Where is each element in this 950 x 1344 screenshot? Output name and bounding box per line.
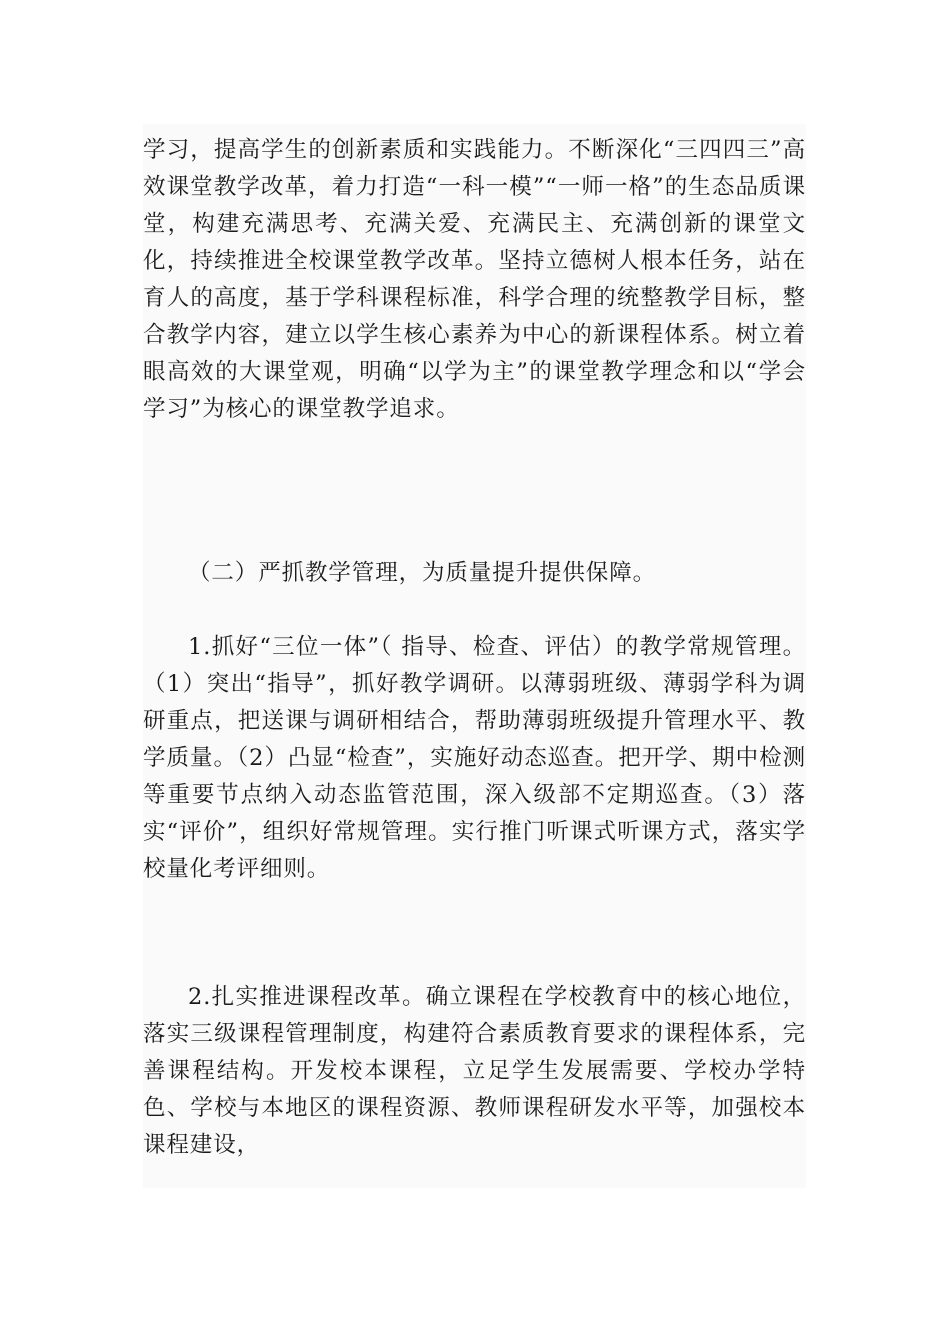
document-page — [143, 124, 806, 1188]
body-paragraph-4: 2.扎实推进课程改革。确立课程在学校教育中的核心地位，落实三级课程管理制度，构建符合素质教育要求的课程体系，完善课程结构。开发校本课程，立足学生发展需要、学校办学特色、学校与本地区的课程资源、教师课程研发水平等，加强校本课程建设， — [143, 984, 806, 1158]
section-heading: （二）严抓教学管理，为质量提升提供保障。 — [188, 560, 657, 586]
body-paragraph-1: 学习，提高学生的创新素质和实践能力。不断深化“三四四三”高效课堂教学改革，着力打造“一科一模”“一师一格”的生态品质课堂，构建充满思考、充满关爱、充满民主、充满创新的课堂文化，持续推进全校课堂教学改革。坚持立德树人根本任务，站在育人的高度，基于学科课程标准，科学合理的统整教学目标，整合教学内容，建立以学生核心素养为中心的新课程体系。树立着眼高效的大课堂观，明确“以学为主”的课堂教学理念和以“学会学习”为核心的课堂教学追求。 — [143, 137, 806, 422]
body-paragraph-3: 1.抓好“三位一体”（ 指导、检查、评估）的教学常规管理。（1）突出“指导”，抓好教学调研。以薄弱班级、薄弱学科为调研重点，把送课与调研相结合，帮助薄弱班级提升管理水平、教学质量。（2）凸显“检查”，实施好动态巡查。把开学、期中检测等重要节点纳入动态监管范围，深入级部不定期巡查。（3）落实“评价”，组织好常规管理。实行推门听课式听课方式，落实学校量化考评细则。 — [143, 634, 806, 882]
